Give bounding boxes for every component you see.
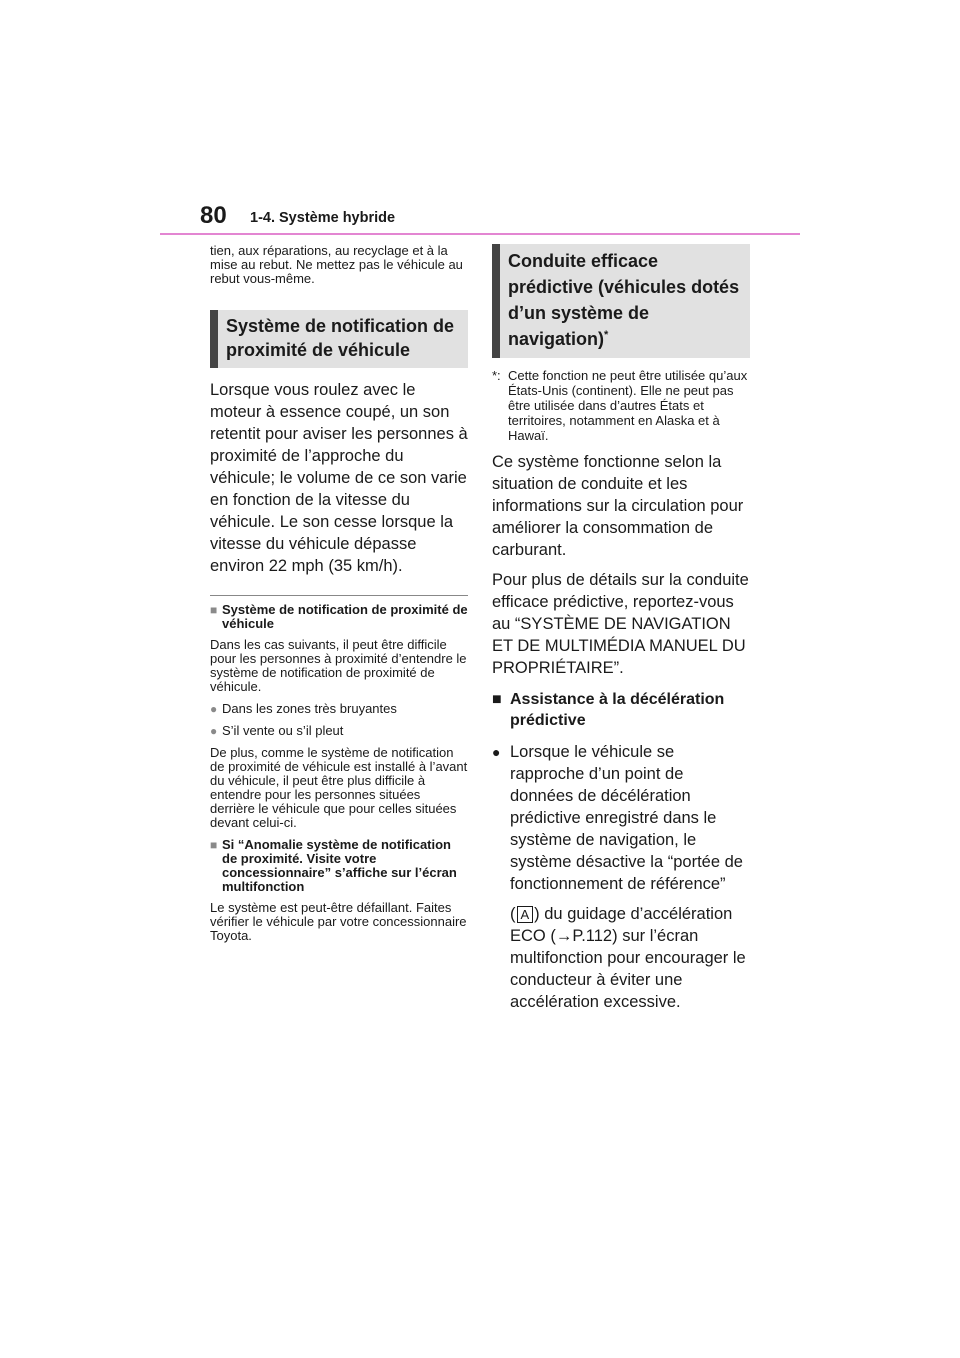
page-number: 80 (200, 202, 227, 229)
list-item-text: Dans les zones très bruyantes (222, 701, 397, 716)
list-item (210, 702, 468, 716)
square-bullet-icon: ■ (210, 603, 218, 617)
list-item-text (510, 741, 750, 1013)
subheading-predictive-deceleration (492, 689, 750, 731)
section-heading-predictive-driving (492, 244, 750, 358)
section-heading-proximity: Système de notification de proximité de véhicule (210, 310, 468, 368)
subheading-text: Si “Anomalie système de notification de proximité. Visite votre concessionnaire” s’affiche sur l’écran multifonction (222, 837, 457, 894)
anomaly-text: Le système est peut-être défaillant. Faites vérifier le véhicule par votre concessionnaire Toyota. (210, 900, 467, 943)
system-description: Ce système fonctionne selon la situation de conduite et les informations sur la circulation pour améliorer la consommation de carburant. (492, 453, 744, 559)
square-bullet-icon: ■ (492, 691, 502, 708)
subheading-anomaly (210, 838, 468, 894)
right-column (492, 244, 750, 1013)
circle-bullet-icon: ● (492, 744, 501, 760)
paren-open: ( (510, 905, 516, 923)
list-item (492, 741, 750, 1013)
circle-bullet-icon: ● (210, 724, 218, 738)
deceleration-text-middle: ) du guidage d’accélération ECO ( (510, 905, 733, 945)
header-divider (160, 233, 800, 235)
proximity-description: Lorsque vous roulez avec le moteur à essence coupé, un son retentit pour aviser les personnes à proximité de l’approche du véhicule; le volume de ce son varie en fonction de la vitesse du véhicule. Le son cesse lorsque la vitesse du véhicule dépasse environ 22 mph (35 km/h). (210, 381, 468, 575)
circle-bullet-icon: ● (210, 702, 218, 716)
footnote-text: Cette fonction ne peut être utilisée qu’aux États-Unis (continent). Elle ne peut pas être utilisée dans d’autres États et territoires, notamment en Alaska et à Hawaï. (508, 368, 748, 443)
intro-text: tien, aux réparations, au recyclage et à la mise au rebut. Ne mettez pas le véhicule au rebut vous-même. (210, 243, 463, 286)
deceleration-text-end: ) sur l’écran multifonction pour encourager le conducteur à éviter une accélération excessive. (510, 927, 746, 1011)
section-title: 1-4. Système hybride (250, 210, 396, 226)
label-a-badge: A (517, 906, 534, 923)
footnote-marker: * (604, 329, 609, 341)
proximity-conditions-text: Dans les cas suivants, il peut être difficile pour les personnes à proximité d’entendre le système de notification de proximité de véhicule. (210, 637, 467, 694)
heading-text: Conduite efficace prédictive (véhicules dotés d’un système de navigation) (508, 251, 740, 349)
subheading-proximity-system (210, 603, 468, 631)
manual-reference: Pour plus de détails sur la conduite efficace prédictive, reportez-vous au “SYSTÈME DE NAVIGATION ET DE MULTIMÉDIA MANUEL DU PROPRIÉTAIRE”. (492, 571, 749, 677)
square-bullet-icon: ■ (210, 838, 218, 852)
arrow-right-icon: → (555, 927, 573, 945)
subheading-text: Assistance à la décélération prédictive (510, 691, 725, 729)
footnote-mark: *: (492, 368, 501, 383)
section-divider (210, 595, 468, 596)
deceleration-text: Lorsque le véhicule se rapproche d’un point de données de décélération prédictive enregistré dans le système de navigation, le système désactive la “portée de fonctionnement de référence” (510, 743, 743, 893)
subheading-text: Système de notification de proximité de véhicule (222, 602, 468, 631)
deceleration-text-continued (510, 903, 750, 1013)
left-column (210, 244, 468, 943)
footnote (492, 368, 750, 443)
page-reference-link[interactable]: P.112 (572, 927, 613, 945)
list-item-text: S’il vente ou s’il pleut (222, 723, 344, 738)
list-item (210, 724, 468, 738)
proximity-installation-text: De plus, comme le système de notification de proximité de véhicule est installé à l’avant du véhicule, il peut être plus difficile à entendre pour les personnes situées derrière le véhicule que pour celles situées devant celui-ci. (210, 745, 468, 830)
